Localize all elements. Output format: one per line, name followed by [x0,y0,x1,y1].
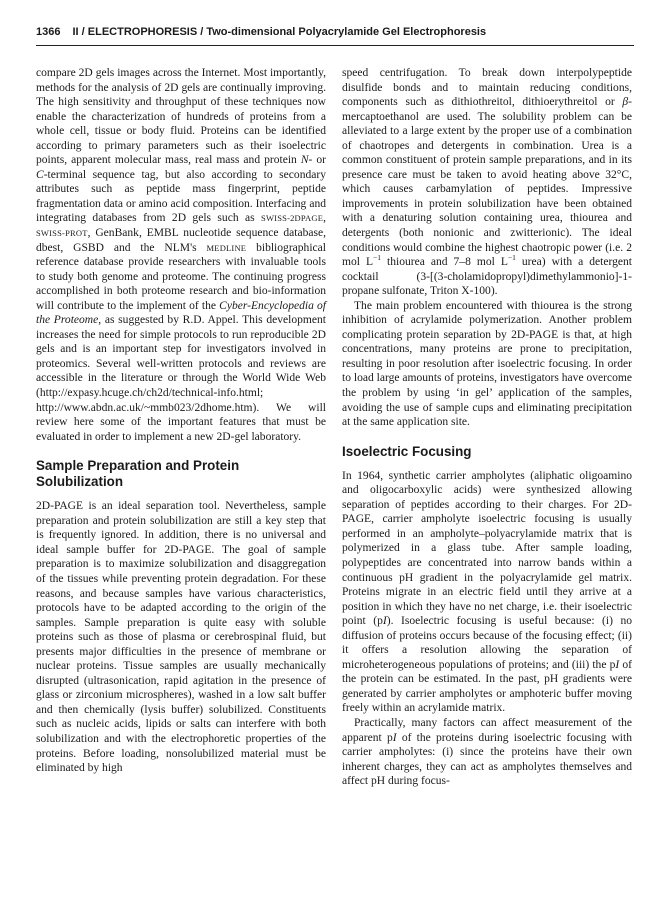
running-title: II / ELECTROPHORESIS / Two-dimensional Polyacrylamide Gel Electrophoresis [72,26,487,38]
running-header [36,26,634,46]
sample-preparation-paragraph: 2D-PAGE is an ideal separation tool. Nevertheless, sample preparation and protein solubilization are still a key step that is frequently ignored. In addition, there is no universal and ideal sample buffer for 2D-PAGE. The goal of sample preparation is to maximize solubilization and disaggregation of the tissues while preventing protein degradation. For these reasons, and because samples have various characteristics, protocols have to be adapted according to the origin of the samples. Sample preparation is quite easy with soluble proteins such as those of plasma or cerebrospinal fluid, but presents major difficulties in the presence of membrane or nuclear proteins. Tissue samples are usually mechanically disrupted (ultrasonication, rapid agitation in the presence of glass or zirconium microspheres), washed in a low salt buffer and then chemically (lysis buffer) solubilized. Constituents such as nucleic acids, lipids or salts can interfere with both solubilization and with the electrophoretic properties of the proteins. Before loading, nonsolubilized material must be eliminated by high [36,500,326,775]
section-heading-sample-preparation: Sample Preparation and Protein Solubilization [36,458,240,490]
thiourea-paragraph: The main problem encountered with thiourea is the strong inhibition of acrylamide polymerization. Another problem complicating protein separation by 2D-PAGE is that, at high concentrations, many proteins are prone to precipitation, resulting in poor resolution after isoelectric focusing. In order to load large amounts of proteins, investigators have overcome the problem by using ‘in gel’ application of the samples, avoiding the use of sample cups and eliminating precipitation at the same application site. [342,299,632,429]
page-number: 1366 [36,26,61,38]
practical-factors-paragraph: Practically, many factors can affect measurement of the apparent pI of the proteins during isoelectric focusing with carrier ampholytes: (i) since the proteins have their own inherent charges, they can act as ampholytes themselves and affect pH during focus- [342,716,632,788]
isoelectric-paragraph: In 1964, synthetic carrier ampholytes (aliphatic oligoamino and oligocarboxylic acids) were synthesized allowing separation of peptides according to their charges. For 2D-PAGE, carrier ampholyte isoelectric focusing is usually performed in an ampholyte–polyacrylamide matrix that is polymerized in a glass tube. After sample loading, polypeptides are concentrated into narrow bands within a continuous pH gradient in the polyacrylamide gel matrix. Proteins migrate in an electric field until they arrive at a position in which they have no net charge, i.e. their isoelectric point (pI). Isoelectric focusing is useful because: (i) no diffusion of proteins occurs because of the focusing effect; (ii) it offers a resolution allowing the separation of microheterogeneous populations of proteins; and (iii) the pI of the protein can be estimated. In the past, pH gradients were generated by carrier ampholytes or amphoteric buffer moving freely within an acrylamide matrix. [342,469,632,715]
solubility-paragraph: speed centrifugation. To break down interpolypeptide disulfide bonds and to maintain reducing conditions, components such as dithiothreitol, dithioerythreitol or β-mercaptoethanol are used. The solubility problem can be alleviated to a large extent by the proper use of a combination of chaotropes and detergents in combination. Urea is a common constituent of protein sample preparations, and in its presence care must be taken to avoid heating above 32°C, which causes carbamylation of peptides. Impressive improvements in protein solubilization have been obtained with a denaturing solution containing urea, thiourea and detergents (both nonionic and zwitterionic). The ideal conditions would combine the highest chaotropic power (i.e. 2 mol $L^{-1}$ thiourea and 7–8 mol $L^{-1}$ urea) with a detergent cocktail (3-[(3-cholamidopropyl)dimethylammonio]-1-propane sulfonate, Triton X-100). [342,67,633,298]
intro-paragraph: compare 2D gels images across the Internet. Most importantly, methods for the analysis of 2D gels are continually improving. The high sensitivity and throughput of these techniques now enable the characterization of hundreds of proteins from a whole cell, tissue or body fluid. Proteins can be identified according to primary parameters such as their isoelectric points, apparent molecular mass, real mass and protein N- or C-terminal sequence tag, but also according to secondary attributes such as peptide mass fingerprint, peptide fragmentation data or amino acid composition. Interfacing and integrating databases from 2D gels such as SWISS-2DPAGE, SWISS-PROT, GenBank, EMBL nucleotide sequence database, dbest, GSBD and the NLM's MEDLINE bibliographical reference database provide researchers with invaluable tools to study both genome and proteome. The continuing progress accomplished in both proteome research and bio-information will contribute to the implement of the Cyber-Encyclopedia of the Proteome, as suggested by R.D. Appel. This development increases the need for simple protocols to run reproducible 2D gels and is an important step for investigators involved in proteomics. Several well-written protocols and reviews are accessible in the literature or through the World Wide Web (http://expasy.hcuge.ch/ch2d/technical-info.html; http://www.abdn.ac.uk/~mmb023/2dhome.htm). We will review here some of the important features that must be evaluated in order to implement a new 2D-gel laboratory. [36,67,326,443]
section-heading-isoelectric-focusing: Isoelectric Focusing [342,443,472,459]
header-rule [36,45,634,46]
left-column [36,66,326,776]
right-column [342,66,632,789]
